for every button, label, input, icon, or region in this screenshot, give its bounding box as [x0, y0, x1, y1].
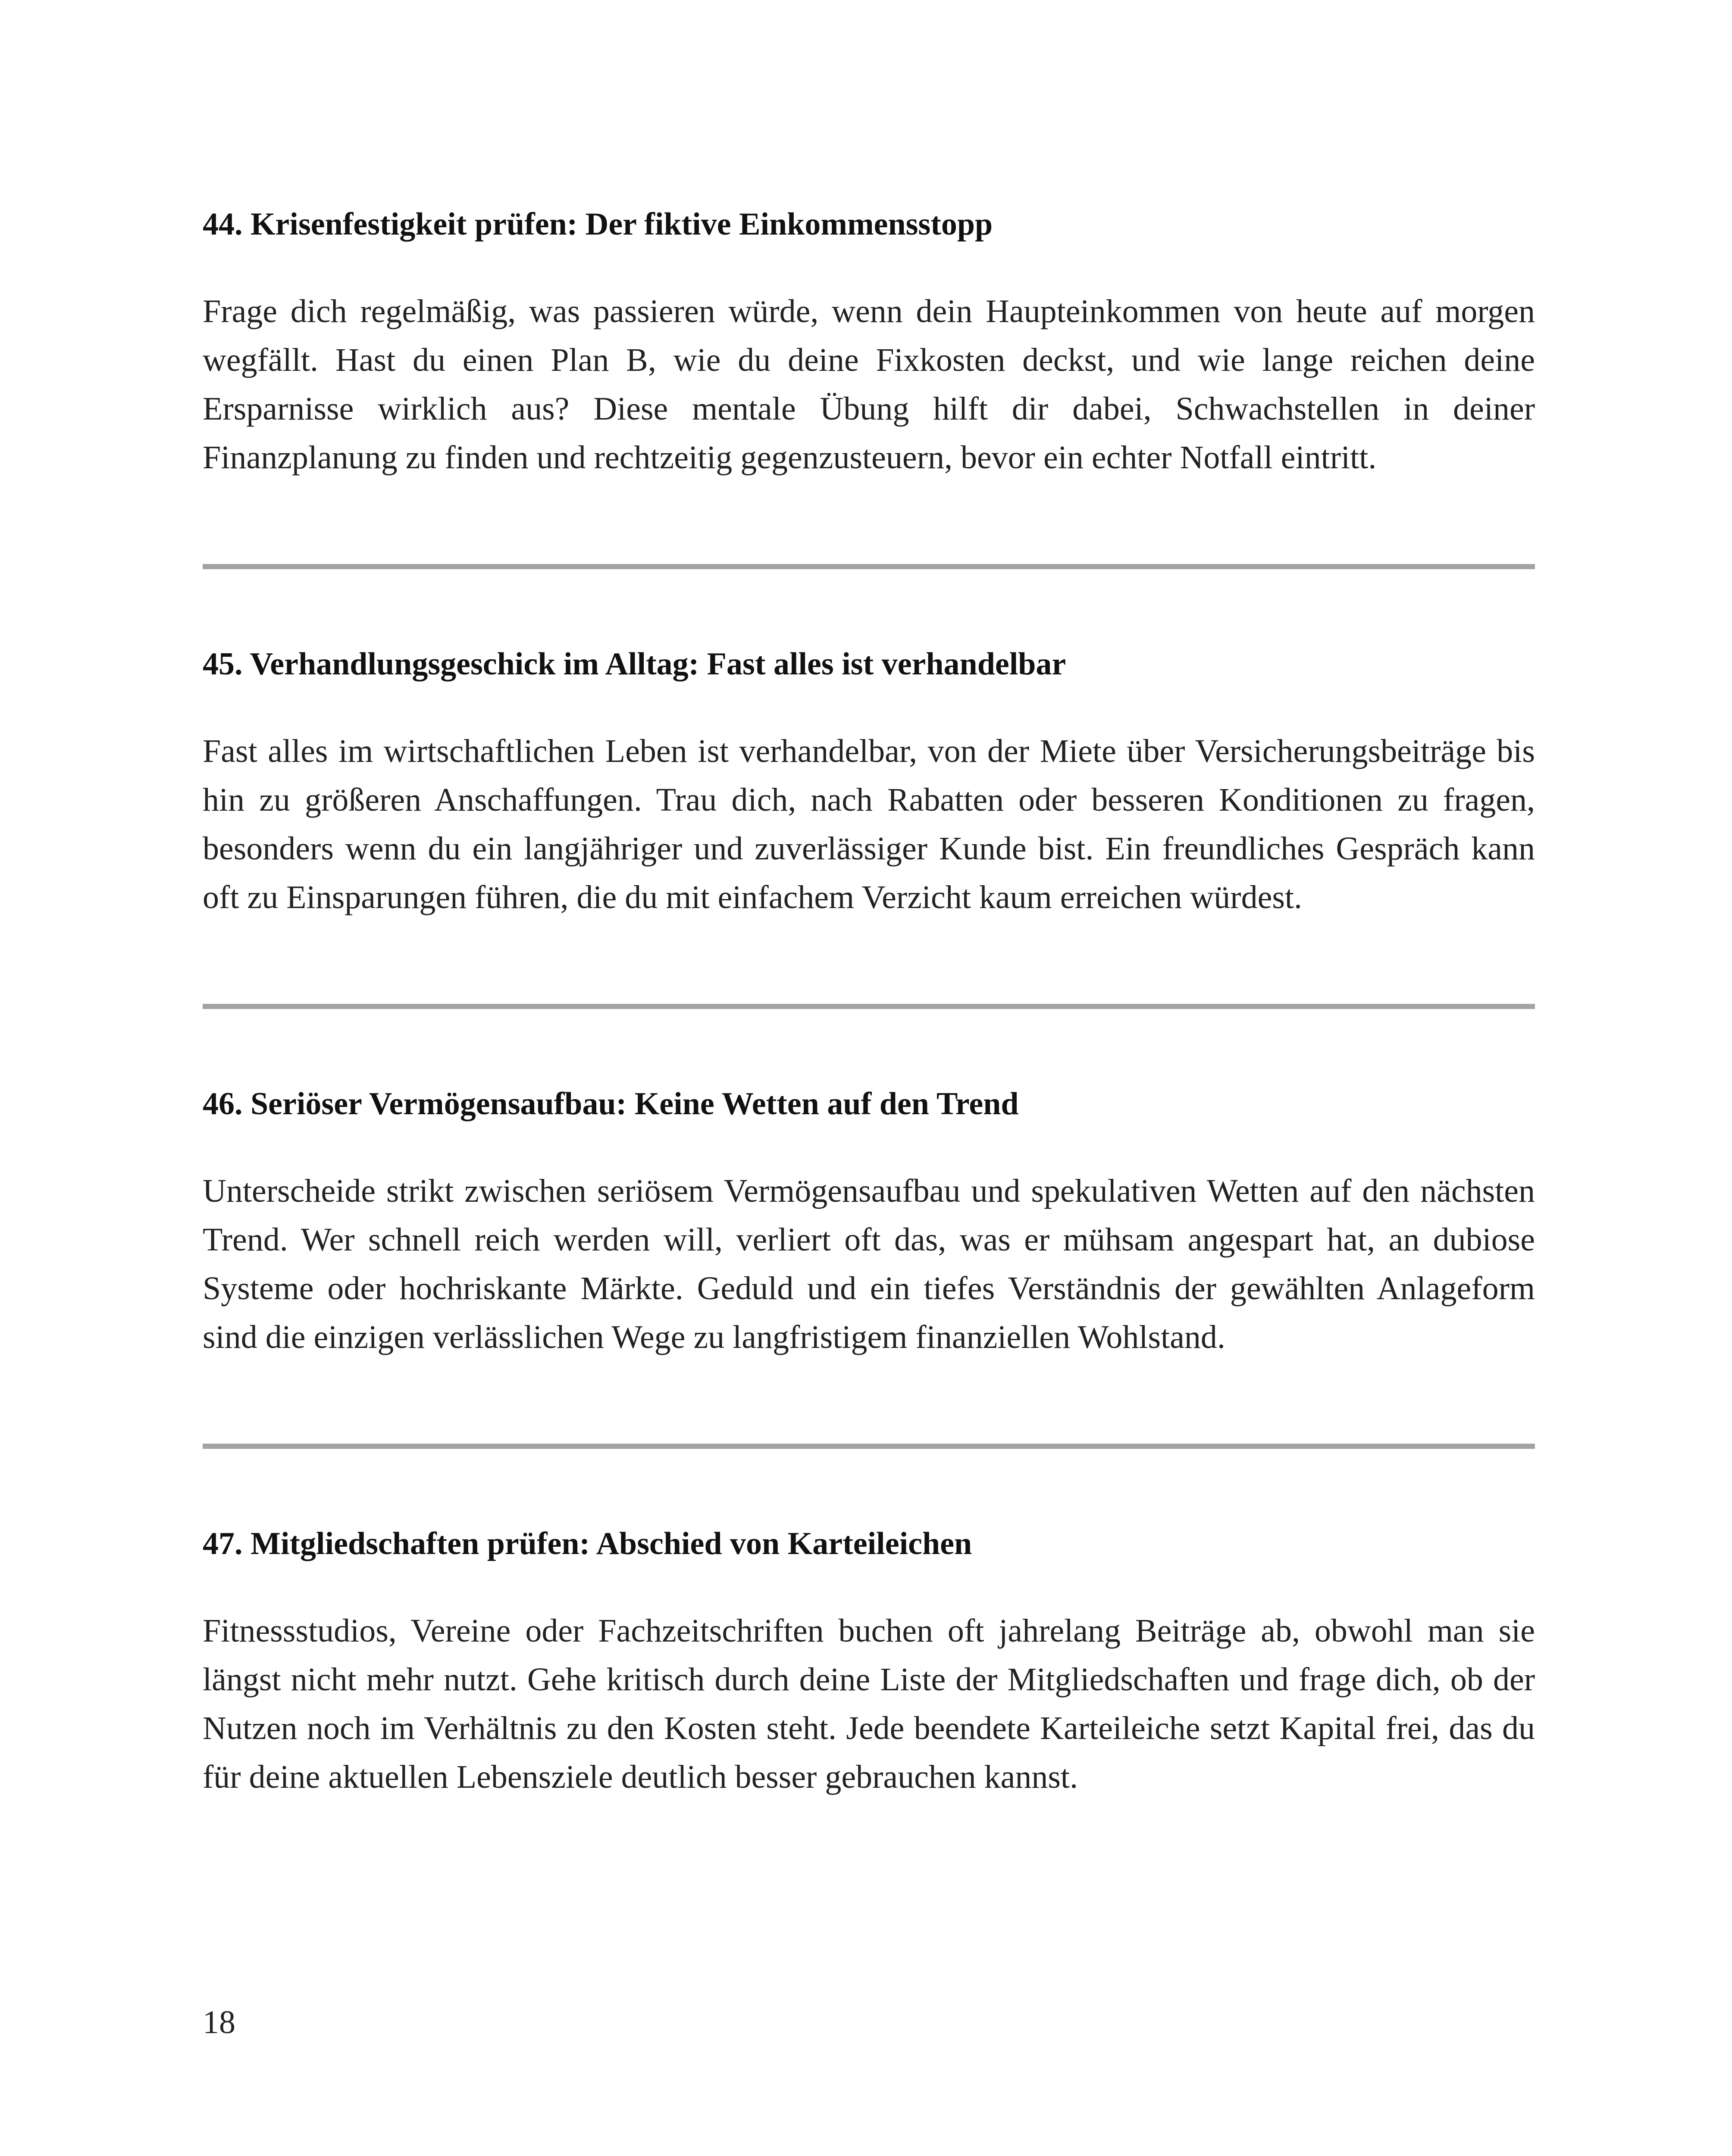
section-body: Unterscheide strikt zwischen seriösem Vermögensaufbau und spekulativen Wetten auf den nächsten Trend. Wer schnell reich werden will, verliert oft das, was er mühsam angespart hat, an dubiose Systeme oder hochriskante Märkte. Geduld und ein tiefes Verständnis der gewählten Anlageform sind die einzigen verlässlichen Wege zu langfristigem finanziellen Wohlstand.: [203, 1173, 1535, 1355]
section-44: [203, 203, 1535, 482]
section-divider: [203, 1004, 1535, 1009]
section-47: [203, 1522, 1535, 1802]
section-heading: 44. Krisenfestigkeit prüfen: Der fiktive Einkommensstopp: [203, 207, 993, 242]
section-45: [203, 642, 1535, 922]
section-divider: [203, 564, 1535, 569]
section-heading: 47. Mitgliedschaften prüfen: Abschied von Karteileichen: [203, 1526, 972, 1561]
section-body: Fast alles im wirtschaftlichen Leben ist verhandelbar, von der Miete über Versicherungsbeiträge bis hin zu größeren Anschaffungen. Trau dich, nach Rabatten oder besseren Konditionen zu fragen, besonders wenn du ein langjähriger und zuverlässiger Kunde bist. Ein freundliches Gespräch kann oft zu Einsparungen führen, die du mit einfachem Verzicht kaum erreichen würdest.: [203, 733, 1535, 915]
document-page: [203, 203, 1535, 1802]
section-heading: 46. Seriöser Vermögensaufbau: Keine Wetten auf den Trend: [203, 1086, 1019, 1122]
section-body: Fitnessstudios, Vereine oder Fachzeitschriften buchen oft jahrelang Beiträge ab, obwohl man sie längst nicht mehr nutzt. Gehe kritisch durch deine Liste der Mitgliedschaften und frage dich, ob der Nutzen noch im Verhältnis zu den Kosten steht. Jede beendete Karteileiche setzt Kapital frei, das du für deine aktuellen Lebensziele deutlich besser gebrauchen kannst.: [203, 1613, 1535, 1795]
section-body: Frage dich regelmäßig, was passieren würde, wenn dein Haupteinkommen von heute auf morgen wegfällt. Hast du einen Plan B, wie du deine Fixkosten deckst, und wie lange reichen deine Ersparnisse wirklich aus? Diese mentale Übung hilft dir dabei, Schwachstellen in deiner Finanzplanung zu finden und rechtzeitig gegenzusteuern, bevor ein echter Notfall eintritt.: [203, 293, 1535, 476]
section-divider: [203, 1444, 1535, 1449]
section-heading: 45. Verhandlungsgeschick im Alltag: Fast alles ist verhandelbar: [203, 646, 1066, 682]
section-46: [203, 1082, 1535, 1362]
page-number: 18: [203, 2004, 235, 2040]
